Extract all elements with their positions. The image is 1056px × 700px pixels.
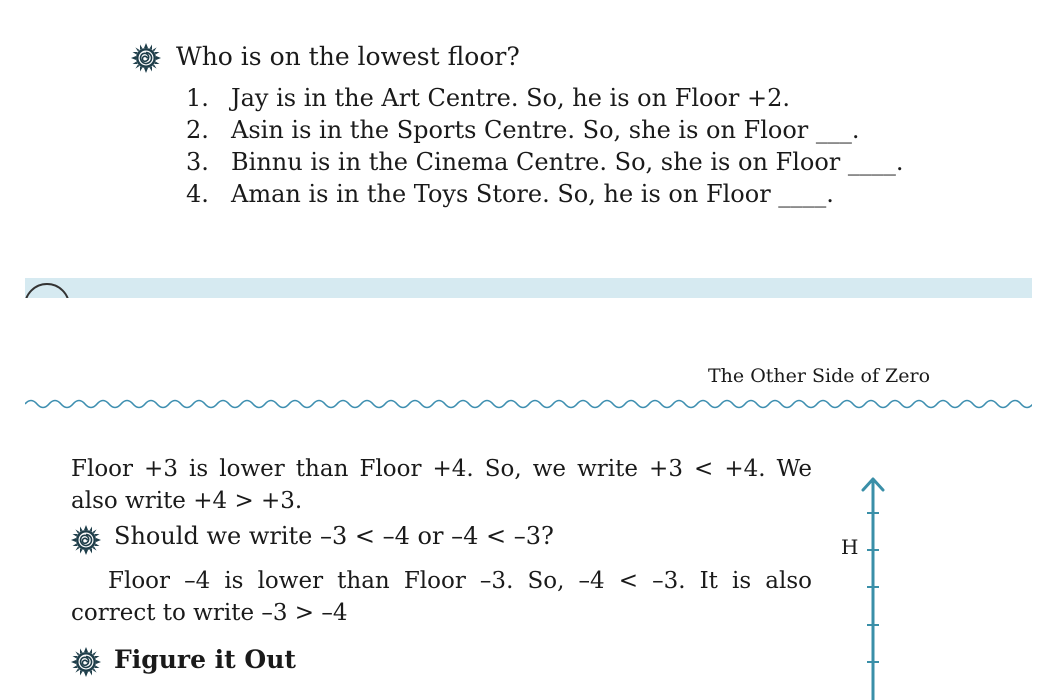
paragraph-negative-comparison: Floor –4 is lower than Floor –3. So, –4 < –3. It is also correct to write –3 > –4 <box>71 568 812 626</box>
page-number-circle <box>24 283 70 329</box>
list-item <box>186 82 904 114</box>
paragraph-positive-comparison: Floor +3 is lower than Floor +4. So, we write +3 < +4. We also write +4 > +3. <box>71 456 812 514</box>
list-item-text: Asin is in the Sports Centre. So, she is on Floor ___. <box>231 116 860 144</box>
figure-it-out-heading: Figure it Out <box>114 645 296 674</box>
list-item-text: Binnu is in the Cinema Centre. So, she is on Floor ____. <box>231 148 904 176</box>
list-item <box>186 114 904 146</box>
list-item-number: 1. <box>186 84 209 112</box>
wavy-divider <box>25 396 1032 412</box>
page-footer-band <box>25 278 1032 298</box>
list-item-number: 2. <box>186 116 209 144</box>
number-line-label: H <box>841 535 859 559</box>
sun-spiral-icon <box>71 647 101 677</box>
list-item-number: 3. <box>186 148 209 176</box>
list-item-text: Jay is in the Art Centre. So, he is on Floor +2. <box>231 84 791 112</box>
running-header: The Other Side of Zero <box>708 365 931 387</box>
floor-answer-list <box>186 82 904 210</box>
list-item <box>186 178 904 210</box>
vertical-number-line <box>855 474 891 700</box>
list-item-number: 4. <box>186 180 209 208</box>
sun-spiral-icon <box>71 525 101 555</box>
list-item-text: Aman is in the Toys Store. So, he is on Floor ____. <box>231 180 834 208</box>
sun-spiral-icon <box>131 43 161 73</box>
question-lowest-floor: Who is on the lowest floor? <box>176 42 520 71</box>
list-item <box>186 146 904 178</box>
question-negative-comparison: Should we write –3 < –4 or –4 < –3? <box>114 522 554 550</box>
